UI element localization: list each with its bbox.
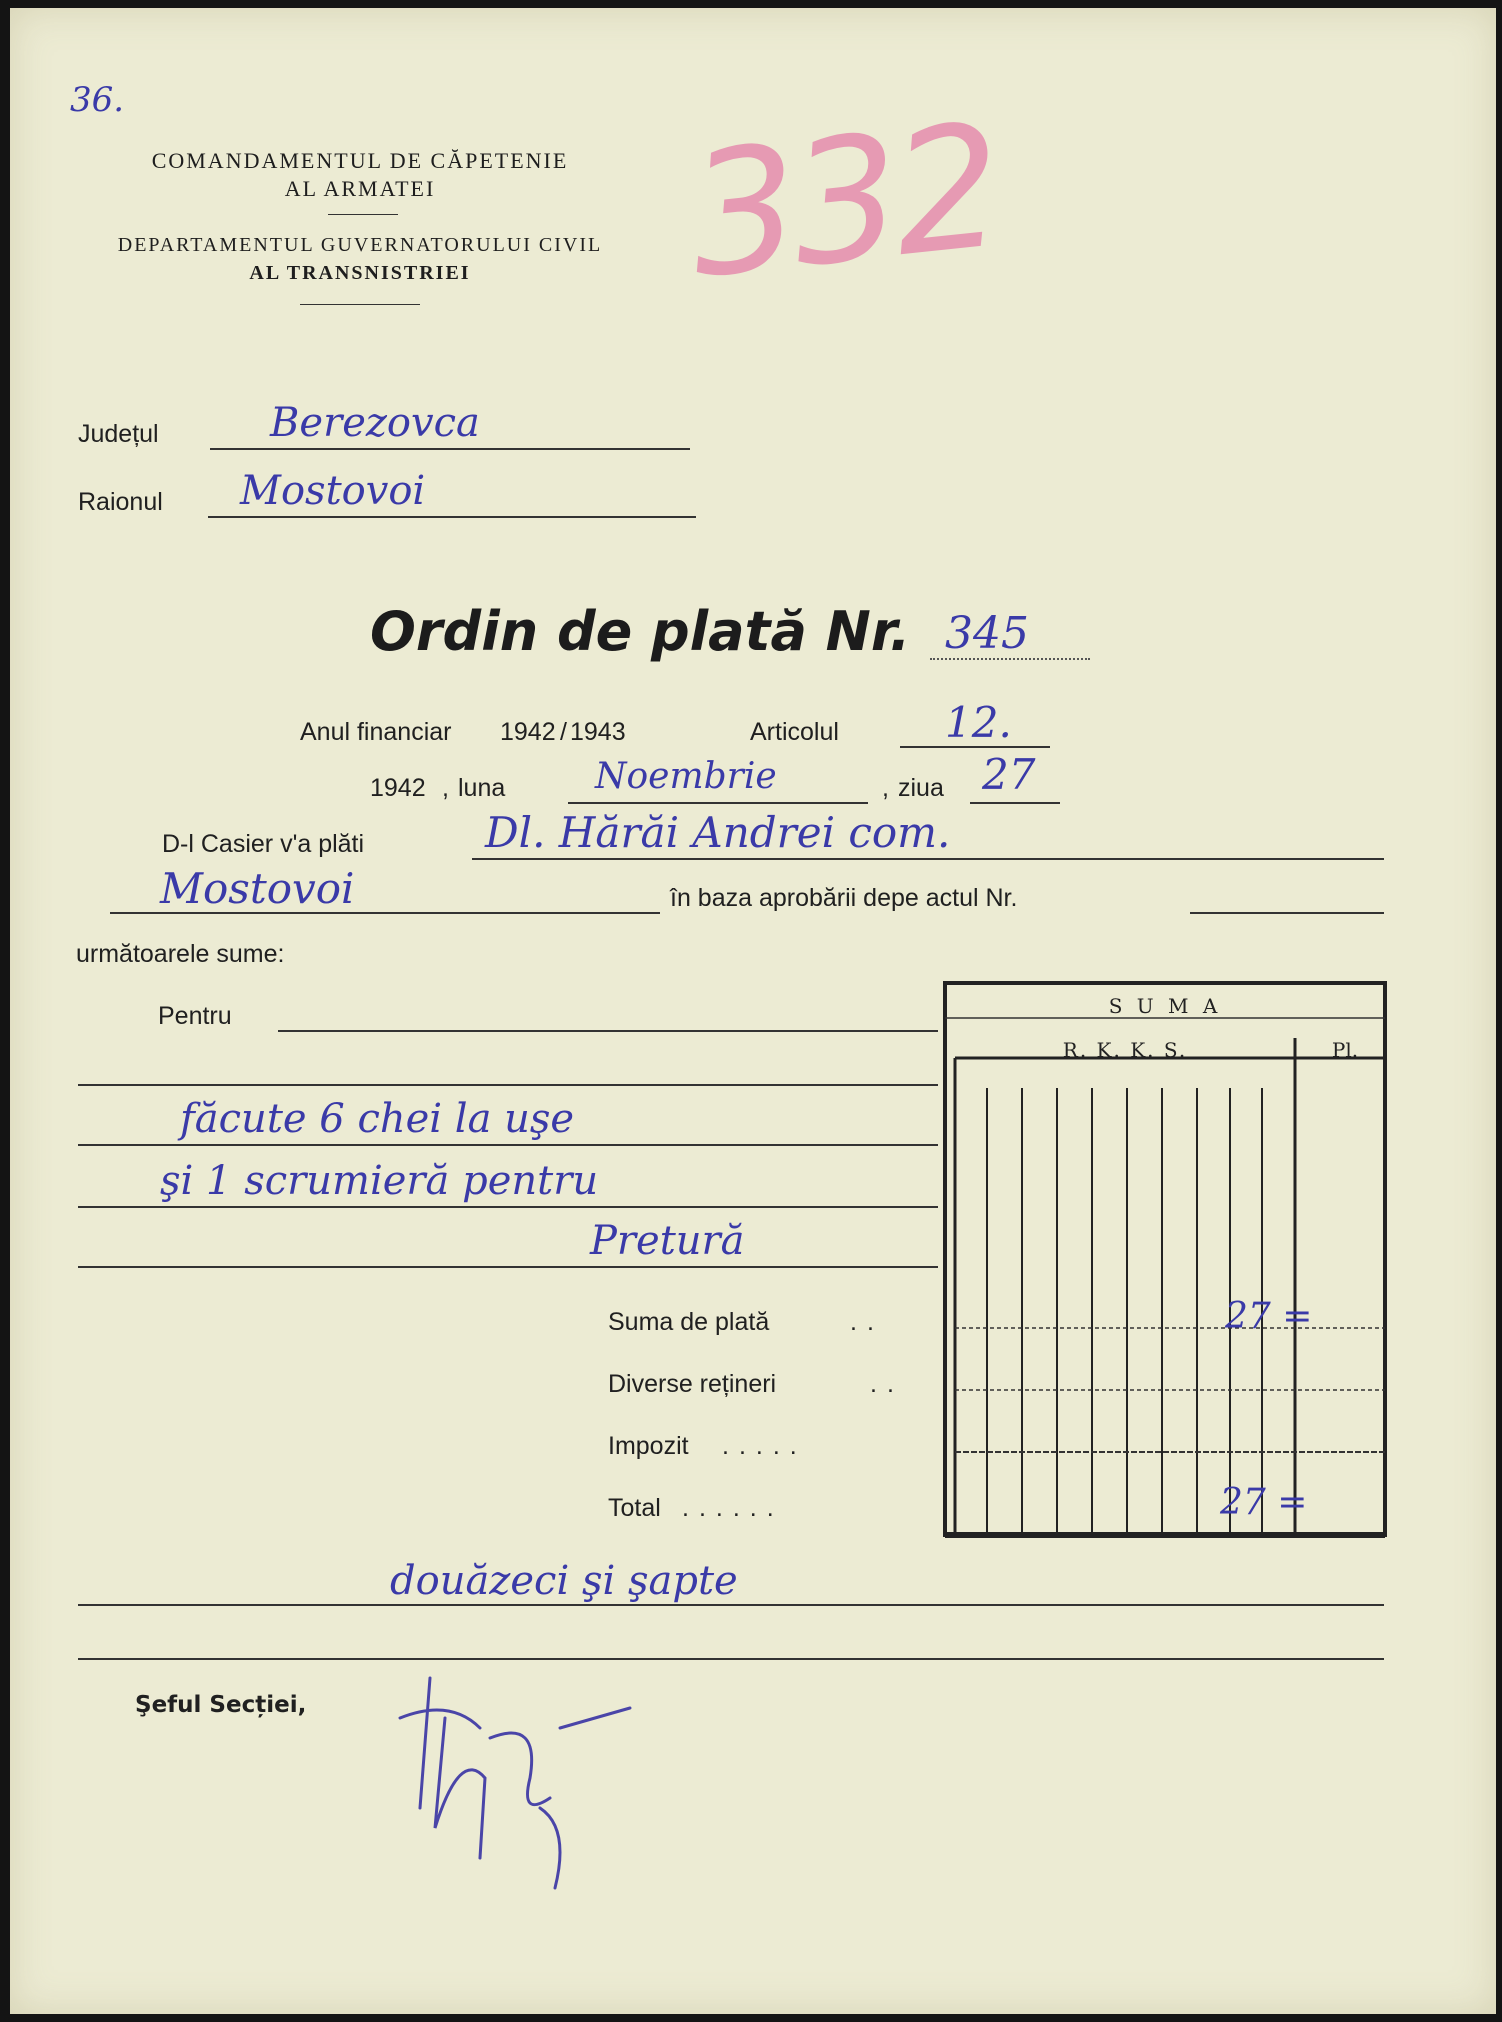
articol-label: Articolul bbox=[750, 718, 839, 746]
baza-line bbox=[1190, 912, 1384, 914]
judet-value: Berezovca bbox=[270, 400, 480, 446]
date-year: 1942 bbox=[370, 774, 426, 802]
anul-label: Anul financiar bbox=[300, 718, 452, 746]
suma-table bbox=[940, 978, 1400, 1558]
col-rkks: R. K. K. S. bbox=[1062, 1038, 1188, 1062]
pentru-line bbox=[278, 1030, 938, 1032]
raion-value: Mostovoi bbox=[240, 468, 426, 514]
baza-label: în baza aprobării depe actul Nr. bbox=[670, 884, 1018, 912]
blank-line bbox=[78, 1658, 1384, 1660]
luna-value: Noembrie bbox=[595, 756, 777, 797]
raion-line bbox=[208, 516, 696, 518]
ziua-label: ziua bbox=[898, 774, 944, 802]
payee-name: Dl. Hărăi Andrei com. bbox=[485, 808, 951, 857]
document-page: 36. COMANDAMENTUL DE CĂPETENIE AL ARMATEI DEPARTAMENTUL GUVERNATORULUI CIVIL AL TRANSNISTRIEI 332 Județul Berezovca Raionul Mostovoi Ordin de plată Nr. 345 Anul financiar 1942 / 1943 Articolul 12. 1942 , luna Noembrie , ziua 27 D-l Casier v'a plăti Dl. Hărăi Andrei com. Mostovoi în baza aprobării depe actul Nr. următoarele sume: Pentru făcute 6 chei la uşe şi 1 scrumieră pentru Pretură Suma de plată .. Diverse rețineri .. Impozit ..... Total ...... S U M A R. K. K. S. Pl. 27 = 27 = douăzeci şi şapte Şeful Secției, bbox=[10, 8, 1496, 2014]
words-line bbox=[78, 1604, 1384, 1606]
purpose-text-2: şi 1 scrumieră pentru bbox=[160, 1158, 599, 1204]
casier-label: D-l Casier v'a plăti bbox=[162, 830, 365, 858]
payee-place: Mostovoi bbox=[160, 864, 355, 913]
year-to: 1943 bbox=[570, 718, 626, 746]
pentru-label: Pentru bbox=[158, 1002, 232, 1030]
document-title: Ordin de plată Nr. bbox=[370, 600, 911, 663]
purpose-text-1: făcute 6 chei la uşe bbox=[180, 1096, 575, 1142]
luna-line bbox=[568, 802, 868, 804]
row-label-suma: Suma de plată bbox=[608, 1308, 770, 1336]
header-line-3: DEPARTAMENTUL GUVERNATORULUI CIVIL bbox=[117, 234, 603, 256]
row-label-retineri: Diverse rețineri bbox=[608, 1370, 777, 1398]
luna-label: luna bbox=[458, 774, 506, 802]
col-pl: Pl. bbox=[1331, 1038, 1359, 1062]
file-number: 36. bbox=[70, 80, 125, 120]
header-line-1: COMANDAMENTUL DE CĂPETENIE bbox=[151, 148, 569, 173]
judet-label: Județul bbox=[78, 420, 159, 448]
suma-value: 27 = bbox=[1225, 1296, 1313, 1337]
row-label-impozit: Impozit bbox=[608, 1432, 689, 1460]
header-divider bbox=[328, 214, 398, 215]
purpose-text-3: Pretură bbox=[590, 1218, 745, 1264]
order-number: 345 bbox=[945, 608, 1029, 659]
purpose-line-2 bbox=[78, 1206, 938, 1208]
year-from: 1942 bbox=[500, 718, 556, 746]
raion-label: Raionul bbox=[78, 488, 163, 516]
signature-label: Şeful Secției, bbox=[135, 1692, 307, 1718]
articol-value: 12. bbox=[945, 698, 1012, 747]
amount-in-words: douăzeci şi şapte bbox=[390, 1558, 738, 1604]
ziua-value: 27 bbox=[982, 750, 1036, 799]
purpose-line-blank bbox=[78, 1084, 938, 1086]
header-underline bbox=[300, 304, 420, 305]
signature-mark bbox=[390, 1658, 690, 1908]
total-value: 27 = bbox=[1220, 1482, 1308, 1523]
header-line-4: AL TRANSNISTRIEI bbox=[249, 262, 471, 284]
judet-line bbox=[210, 448, 690, 450]
suma-header: S U M A bbox=[1108, 994, 1222, 1018]
ziua-line bbox=[970, 802, 1060, 804]
row-label-total: Total bbox=[608, 1494, 661, 1522]
payee-line bbox=[472, 858, 1384, 860]
header-line-2: AL ARMATEI bbox=[284, 176, 436, 201]
purpose-line-1 bbox=[78, 1144, 938, 1146]
sume-label: următoarele sume: bbox=[76, 940, 285, 968]
purpose-line-3 bbox=[78, 1266, 938, 1268]
registration-number: 332 bbox=[680, 87, 1006, 317]
